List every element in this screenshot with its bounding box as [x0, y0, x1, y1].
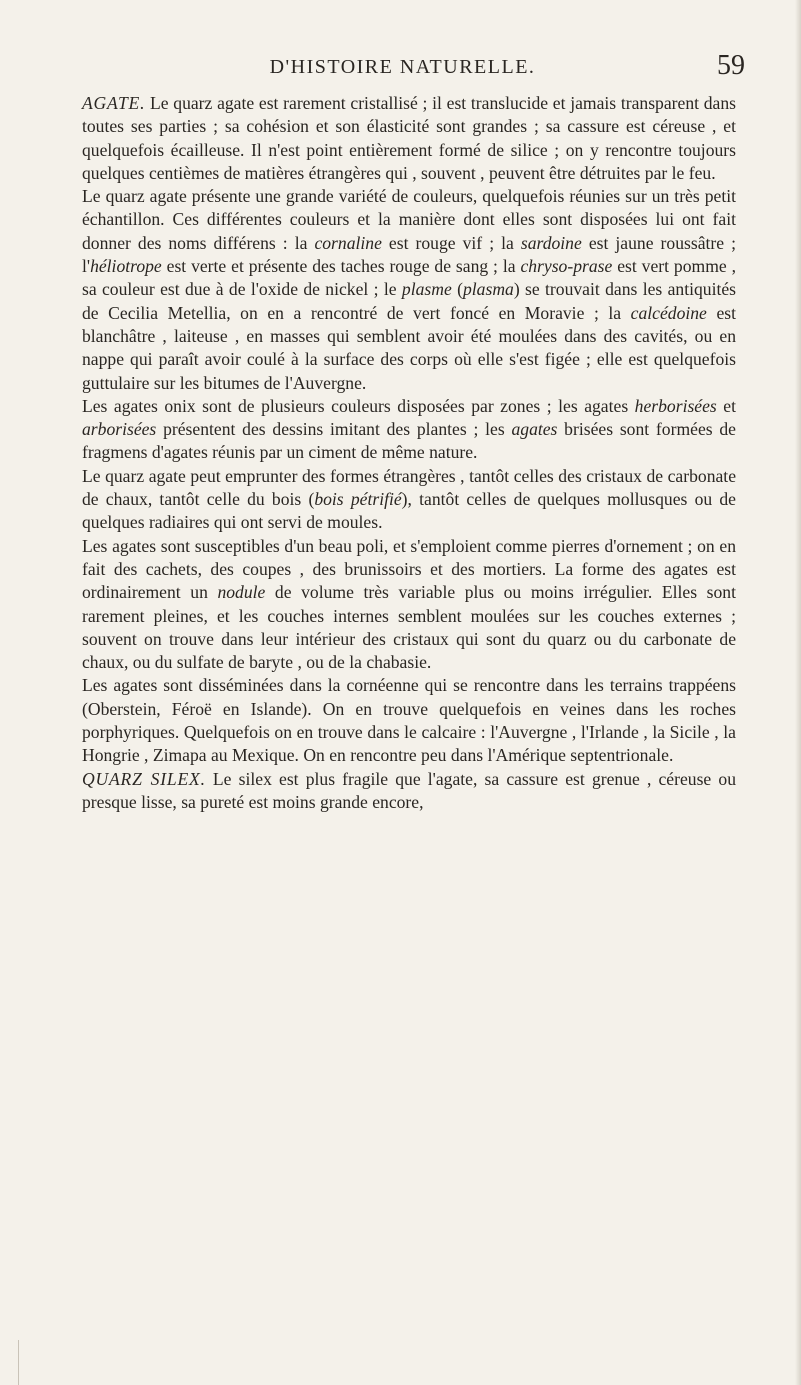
italic-term: arborisées: [82, 419, 157, 440]
paragraph: [82, 465, 736, 535]
paragraph: [82, 535, 736, 675]
text-run: Les agates sont susceptibles d'un beau poli, et s'emploient comme pierres d'ornement ; on en fait des cachets, des coupes , des brunissoirs et des mortiers. La forme des agates est ordinairement un: [82, 535, 736, 603]
italic-term: héliotrope: [90, 256, 162, 277]
text-run: brisées sont formées de fragmens d'agates réunis par un ciment de même nature.: [82, 419, 736, 463]
page-edge-shadow: [795, 0, 801, 1385]
italic-term: herborisées: [634, 395, 717, 416]
paragraph: [82, 674, 736, 767]
text-run: de volume très variable plus ou moins irrégulier. Elles sont rarement pleines, et les couches internes semblent moulées sur les couches externes ; souvent on trouve dans leur intérieur des cristaux qui sont du quarz ou du carbonate de chaux, ou du sulfate de baryte , ou de la chabasie.: [82, 582, 736, 673]
text-run: et: [716, 395, 736, 416]
italic-term: plasme: [401, 279, 452, 300]
text-run: (: [451, 279, 463, 300]
text-run: Le silex est plus fragile que l'agate, sa cassure est grenue , céreuse ou presque lisse, sa pureté est moins grande encore,: [82, 768, 736, 812]
italic-term: cornaline: [314, 232, 382, 253]
italic-term: nodule: [217, 582, 266, 603]
text-run: Les agates sont disséminées dans la cornéenne qui se rencontre dans les terrains trappéens (Oberstein, Féroë en Islande). On en trouve quelquefois en veines dans les roches porphyriques. Quelquefois on en trouve dans le calcaire : l'Auvergne , l'Irlande , la Sicile , la Hongrie , Zimapa au Mexique. On en rencontre peu dans l'Amérique septentrionale.: [82, 675, 736, 766]
italic-term: agates: [511, 419, 558, 440]
paragraph: [82, 768, 736, 815]
italic-term: calcédoine: [630, 302, 707, 323]
text-run: Le quarz agate est rarement cristallisé ; il est translucide et jamais transparent dans toutes ses parties ; sa cohésion et son élasticité sont grandes ; sa cassure est céreuse , et quelquefois écailleuse. Il n'est point entièrement formé de silice ; on y rencontre toujours quelques centièmes de matières étrangères qui , souvent , peuvent être détruites par le feu.: [82, 93, 736, 183]
text-run: ), tantôt celles de quelques mollusques ou de quelques radiaires qui ont servi de moules.: [82, 489, 736, 533]
italic-term: bois pétrifié: [314, 489, 402, 510]
italic-term: chryso-prase: [520, 256, 613, 277]
text-run: est vert pomme , sa couleur est due à de l'oxide de nickel ; le: [82, 256, 736, 300]
paragraph: [82, 92, 736, 185]
italic-term: plasma: [462, 279, 514, 300]
text-run: est rouge vif ; la: [381, 232, 521, 253]
running-title: D'HISTOIRE NATURELLE.: [269, 56, 536, 78]
text-run: Le quarz agate présente une grande variété de couleurs, quelquefois réunies sur un très petit échantillon. Ces différentes couleurs et la manière dont elles sont disposées lui ont fait donner des noms différens : la: [82, 186, 736, 253]
text-run: Le quarz agate peut emprunter des formes étrangères , tantôt celles des cristaux de carbonate de chaux, tantôt celle du bois (: [82, 465, 736, 510]
text-run: Les agates onix sont de plusieurs couleurs disposées par zones ; les agates: [82, 395, 635, 416]
paragraph: [82, 395, 736, 465]
page-number: 59: [717, 50, 745, 81]
text-run: est blanchâtre , laiteuse , en masses qui semblent avoir été moulées dans des cavités, ou en nappe qui paraît avoir coulé à la surface des corps où elle s'est figée ; elle est quelquefois guttulaire sur les bitumes de l'Auvergne.: [82, 302, 736, 393]
section-heading: AGATE.: [82, 93, 146, 113]
text-run: présentent des dessins imitant des plantes ; les: [156, 419, 512, 440]
page-header: [60, 52, 745, 84]
body-text: [82, 92, 736, 814]
text-run: est verte et présente des taches rouge de sang ; la: [161, 256, 521, 277]
section-heading: QUARZ SILEX.: [82, 768, 206, 789]
binding-mark: [18, 1340, 19, 1385]
italic-term: sardoine: [520, 232, 582, 253]
text-run: est jaune roussâtre ; l': [82, 232, 736, 277]
paragraph: [82, 185, 736, 395]
text-run: ) se trouvait dans les antiquités de Cecilia Metellia, on en a rencontré de vert foncé en Moravie ; la: [82, 279, 737, 323]
